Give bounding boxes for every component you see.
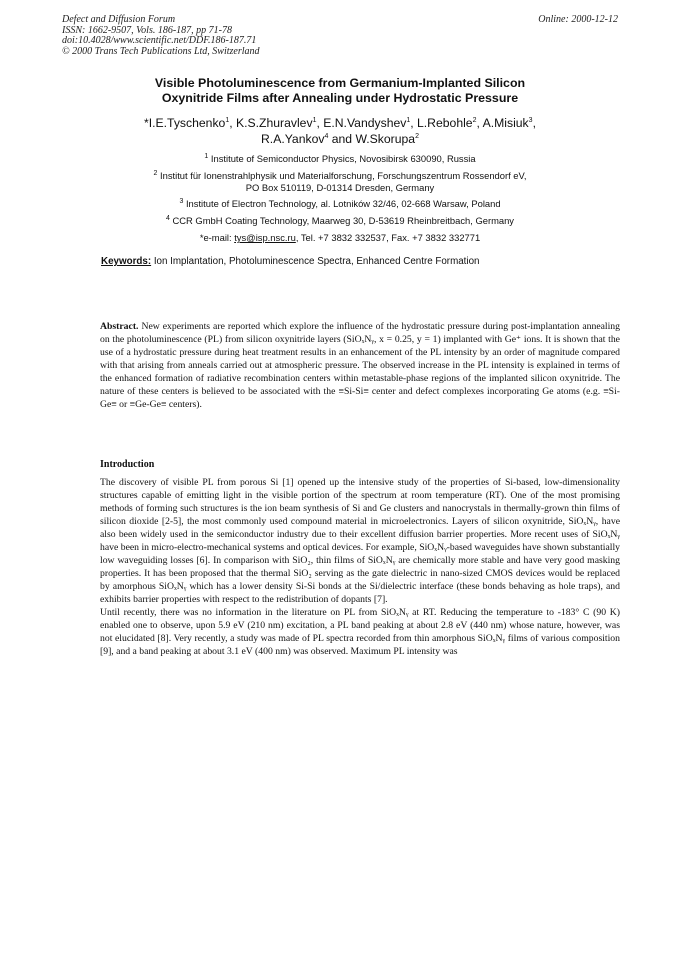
title-line-1: Visible Photoluminescence from Germanium-Implanted Silicon	[154, 76, 526, 90]
contact-line	[62, 232, 618, 244]
introduction-body	[100, 476, 620, 658]
email-label: *e-mail:	[199, 232, 235, 243]
abstract-text: New experiments are reported which explore the influence of the hydrostatic pressure during post-implantation annealing on the photoluminescence (PL) from silicon oxynitride layers (SiOₓNᵧ, x = 0.25, y = 1) implanted with Ge⁺ ions. It is shown that the use of a hydrostatic pressure during heat treatment results in an enhancement of the PL intensity by an order of magnitude compared with that arising from anneals carried out at atmospheric pressure. The observed increase in the PL intensity is explained in terms of the enhanced formation of radiative recombination centers within metastable-phase regions of the implanted silicon oxynitride. The nature of these centers is believed to be associated with the ≡Si-Si≡ center and defect complexes incorporating Ge atoms (e.g. ≡Si-Ge≡ or ≡Ge-Ge≡ centers).	[100, 321, 620, 410]
author-line-2	[62, 132, 618, 148]
paragraph: Until recently, there was no information in the literature on PL from SiOₓNᵧ at RT. Reducing the temperature to -183° C (90 K) enabled one to observe, upon 5.9 eV (210 nm) excitation, a PL band peaking at about 2.8 eV (440 nm) whose nature, however, was not elucidated [8]. Very recently, a study was made of PL spectra recorded from thin amorphous SiOₓNᵧ films of various composition [9], and a band peaking at about 3.1 eV (400 nm) was observed. Maximum PL intensity was	[100, 607, 620, 657]
affil-mark: 1	[204, 152, 209, 160]
paper-title	[62, 76, 618, 106]
author-name: , A.Misiuk	[476, 116, 529, 130]
author-affil-mark: 1	[225, 116, 230, 124]
author-affil-mark: 1	[406, 116, 411, 124]
affil-mark: 4	[166, 214, 170, 222]
journal-header	[62, 15, 618, 57]
author-separator: ,	[532, 116, 536, 130]
affil-line	[62, 170, 618, 182]
author-affil-mark: 2	[415, 132, 419, 140]
author-name: and W.Skorupa	[328, 131, 416, 146]
affil-text: Institute of Semiconductor Physics, Novosibirsk 630090, Russia	[208, 153, 476, 164]
affil-text: Institute of Electron Technology, al. Lotników 32/46, 02-668 Warsaw, Poland	[183, 198, 501, 209]
paragraph: The discovery of visible PL from porous Si [1] opened up the intensive study of the properties of Si-based, low-dimensionality structures capable of emitting light in the visible portion of the spectrum at room temperature (RT). One of the most promising methods of forming such structures is the ion beam synthesis of Si and Ge clusters and nanocrystals in thermally-grown thin films of silicon dioxide [2-5], the most commonly used compound material in microelectronics. Layers of silicon oxynitride, SiOₓNᵧ, have also been widely used in the semiconductor industry due to their excellent diffusion barrier properties. More recent uses of SiOₓNᵧ have been in micro-electro-mechanical systems and optical devices. For example, SiOₓNᵧ-based waveguides have shown substantially low waveguiding losses [6]. In comparison with SiO₂, thin films of SiOₓNᵧ are chemically more stable and have very good masking properties. It has been proposed that the thermal SiO₂ serving as the gate dielectric in nano-sized CMOS devices would be replaced by amorphous SiOₓNᵧ which has a lower density Si-Si bonds at the Si/dielectric interface (these bonds behaving as hole traps), and exhibits barrier properties with respect to the redistribution of dopants [7].	[100, 477, 620, 605]
title-line-2: Oxynitride Films after Annealing under Hydrostatic Pressure	[161, 91, 519, 105]
author-affil-mark: 4	[324, 132, 329, 140]
author-affil-mark: 2	[472, 116, 477, 124]
author-name: , E.N.Vandyshev	[316, 116, 407, 130]
keywords	[101, 256, 621, 268]
affil-line: PO Box 510119, D-01314 Dresden, Germany	[245, 181, 435, 193]
author-affil-mark: 1	[312, 116, 317, 124]
keywords-text: Ion Implantation, Photoluminescence Spectra, Enhanced Centre Formation	[151, 256, 480, 267]
copyright-line: © 2000 Trans Tech Publications Ltd, Switzerland	[62, 45, 260, 57]
issn-line: ISSN: 1662-9507, Vols. 186-187, pp 71-78	[62, 24, 232, 36]
author-name: *I.E.Tyschenko	[144, 116, 226, 130]
doi-line: doi:10.4028/www.scientific.net/DDF.186-187.71	[62, 35, 257, 46]
journal-name: Defect and Diffusion Forum	[62, 14, 176, 25]
email-link[interactable]: tys@isp.nsc.ru	[234, 232, 296, 243]
section-heading-introduction: Introduction	[100, 459, 155, 470]
author-list	[62, 116, 618, 147]
affil-mark: 3	[179, 197, 184, 205]
affiliation-1	[62, 153, 618, 165]
affil-text: Institut für Ionenstrahlphysik und Materialforschung, Forschungszentrum Rossendorf eV,	[157, 170, 527, 181]
abstract-label: Abstract.	[100, 321, 139, 332]
affiliation-2	[62, 170, 618, 193]
phone-fax: , Tel. +7 3832 332537, Fax. +7 3832 332771	[295, 232, 481, 243]
author-name: , L.Rebohle	[410, 116, 473, 130]
author-line-1	[62, 116, 618, 132]
affiliation-4	[62, 215, 618, 227]
online-date: Online: 2000-12-12	[538, 14, 618, 25]
affil-text: CCR GmbH Coating Technology, Maarweg 30, D-53619 Rheinbreitbach, Germany	[169, 215, 514, 226]
affil-mark: 2	[153, 169, 158, 177]
affiliation-3	[62, 198, 618, 210]
author-name: R.A.Yankov	[261, 131, 325, 146]
keywords-label: Keywords:	[101, 256, 152, 267]
author-affil-mark: 3	[528, 116, 533, 124]
abstract	[100, 320, 620, 411]
author-name: , K.S.Zhuravlev	[229, 116, 313, 130]
